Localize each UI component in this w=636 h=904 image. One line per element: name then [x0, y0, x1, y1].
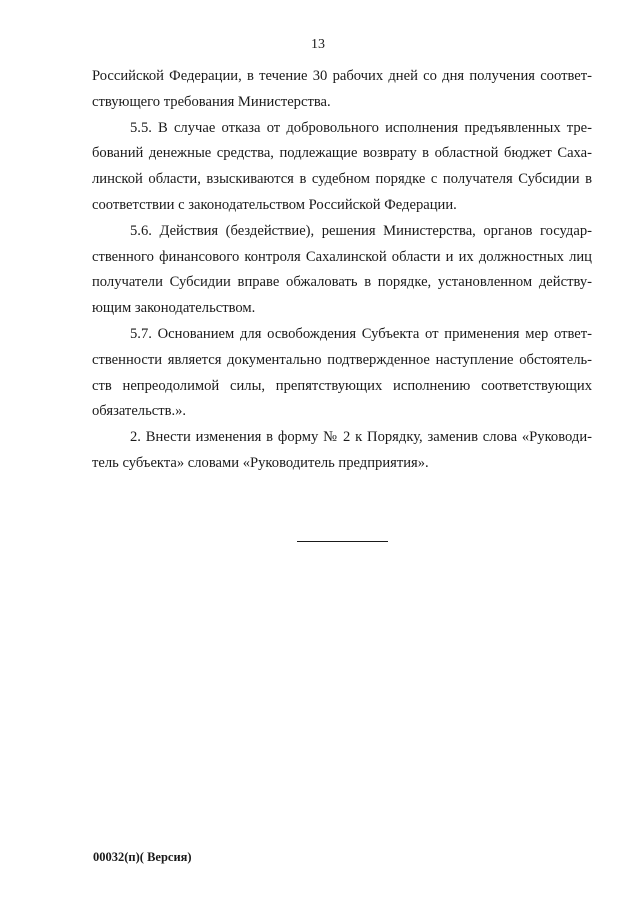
- text-line: ств непреодолимой силы, препятствующих исполнению соответствующих: [92, 377, 592, 394]
- text-line: 2. Внести изменения в форму № 2 к Порядку, заменив слова «Руководи-: [130, 429, 592, 446]
- text-line: ствующего требования Министерства.: [92, 93, 331, 110]
- text-line: обязательств.».: [92, 403, 187, 420]
- text-line: линской области, взыскиваются в судебном порядке с получателя Субсидии в: [92, 171, 592, 188]
- text-line: ющим законодательством.: [92, 300, 256, 317]
- paragraph-5-7: [92, 322, 592, 425]
- paragraph-item-2: [92, 425, 592, 477]
- document-body: [92, 64, 592, 477]
- separator-line: [297, 541, 388, 542]
- text-line: ственного финансового контроля Сахалинской области и их должностных лиц: [92, 248, 592, 265]
- text-line: 5.7. Основанием для освобождения Субъекта от применения мер ответ-: [130, 325, 592, 342]
- page-number: 13: [311, 37, 325, 52]
- paragraph-continuation: [92, 64, 592, 116]
- text-line: Российской Федерации, в течение 30 рабочих дней со дня получения соответ-: [92, 68, 592, 84]
- text-line: соответствии с законодательством Российской Федерации.: [92, 196, 457, 213]
- text-line: бований денежные средства, подлежащие возврату в областной бюджет Саха-: [92, 145, 592, 162]
- paragraph-5-6: [92, 219, 592, 322]
- text-line: 5.6. Действия (бездействие), решения Министерства, органов государ-: [130, 222, 592, 239]
- paragraph-5-5: [92, 116, 592, 219]
- text-line: ственности является документально подтвержденное наступление обстоятель-: [92, 351, 592, 368]
- text-line: 5.5. В случае отказа от добровольного исполнения предъявленных тре-: [130, 119, 592, 136]
- text-line: получатели Субсидии вправе обжаловать в порядке, установленном действу-: [92, 274, 592, 291]
- text-line: тель субъекта» словами «Руководитель предприятия».: [92, 454, 429, 471]
- document-code: 00032(п)( Версия): [93, 850, 192, 864]
